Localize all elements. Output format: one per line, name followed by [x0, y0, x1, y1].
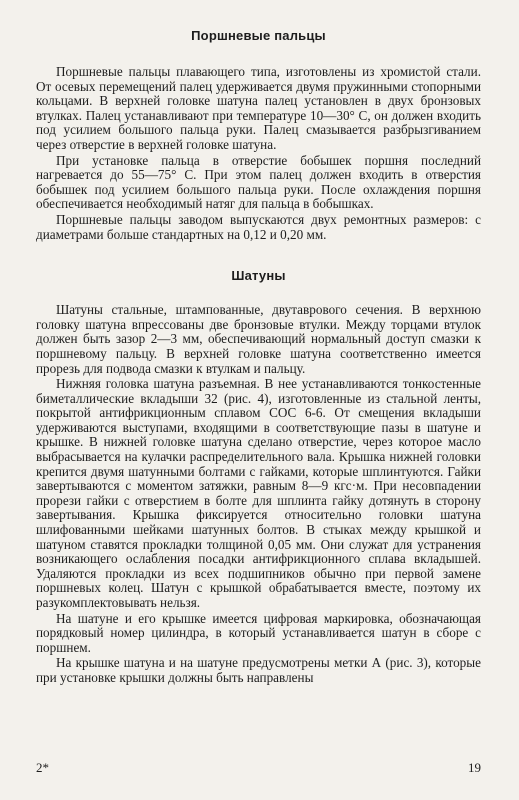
paragraph: На крышке шатуна и на шатуне предусмотрены метки А (рис. 3), которые при установке крышки должны быть направлены: [36, 655, 481, 685]
page-footer: [36, 760, 481, 776]
page-number: 19: [468, 760, 481, 775]
heading-piston-pins: Поршневые пальцы: [191, 28, 326, 43]
paragraph: На шатуне и его крышке имеется цифровая маркировка, обозначающая порядковый номер цилиндра, в который устанавливается шатун в сборе с поршнем.: [36, 610, 481, 655]
paragraph: Шатуны стальные, штампованные, двутаврового сечения. В верхнюю головку шатуна впрессованы две бронзовые втулки. Между торцами втулок должен быть зазор 2—3 мм, обеспечивающий нормальный доступ смазки к поршневому пальцу. В верхней головке шатуна соответственно имеется прорезь для подвода смазки к втулкам и пальцу.: [36, 302, 481, 376]
paragraph: При установке пальца в отверстие бобышек поршня последний нагревается до 55—75° С. При этом палец должен входить в отверстия бобышек под усилием большого пальца руки. После охлаждения поршня обеспечивается необходимый натяг для пальца в бобышках.: [36, 152, 481, 212]
heading-connecting-rods: Шатуны: [231, 268, 286, 284]
signature-mark: 2*: [36, 760, 49, 775]
paragraph: Нижняя головка шатуна разъемная. В нее устанавливаются тонкостенные биметаллические вкладыши 32 (рис. 4), изготовленные из стальной ленты, покрытой антифрикционным сплавом СОС 6-6. От смещения вкладыши удерживаются выступами, входящими в соответствующие пазы в шатуне и крышке. В нижней головке шатуна сделано отверстие, через которое масло выбрасывается на кулачки распределительного вала. Крышка нижней головки крепится двумя шатунными болтами с гайками, которые шплинтуются. Гайки завертываются с моментом затяжки, равным 8—9 кгс·м. При несовпадении прорези гайки с отверстием в болте для шплинта гайку дотянуть в сторону завертывания. Крышка фиксируется относительно головки шатуна шлифованными шейками шатунных болтов. В стыках между крышкой и шатуном ставятся прокладки толщиной 0,05 мм. Они служат для устранения возникающего ослабления посадки антифрикционного сплава вкладышей. Удаляются прокладки из всех подшипников обычно при первой замене поршневых колец. Шатун с крышкой обрабатывается вместе, поэтому их разукомплектовывать нельзя.: [36, 376, 481, 610]
paragraph: Поршневые пальцы плавающего типа, изготовлены из хромистой стали. От осевых перемещений палец удерживается двумя пружинными стопорными кольцами. В верхней головке шатуна палец установлен в двух бронзовых втулках. Палец устанавливают при температуре 10—30° С, он должен входить под усилием большого пальца руки. Палец смазывается разбрызгиванием через отверстие в верхней головке шатуна.: [36, 64, 481, 152]
paragraph: Поршневые пальцы заводом выпускаются двух ремонтных размеров: с диаметрами больше стандартных на 0,12 и 0,20 мм.: [36, 211, 481, 242]
